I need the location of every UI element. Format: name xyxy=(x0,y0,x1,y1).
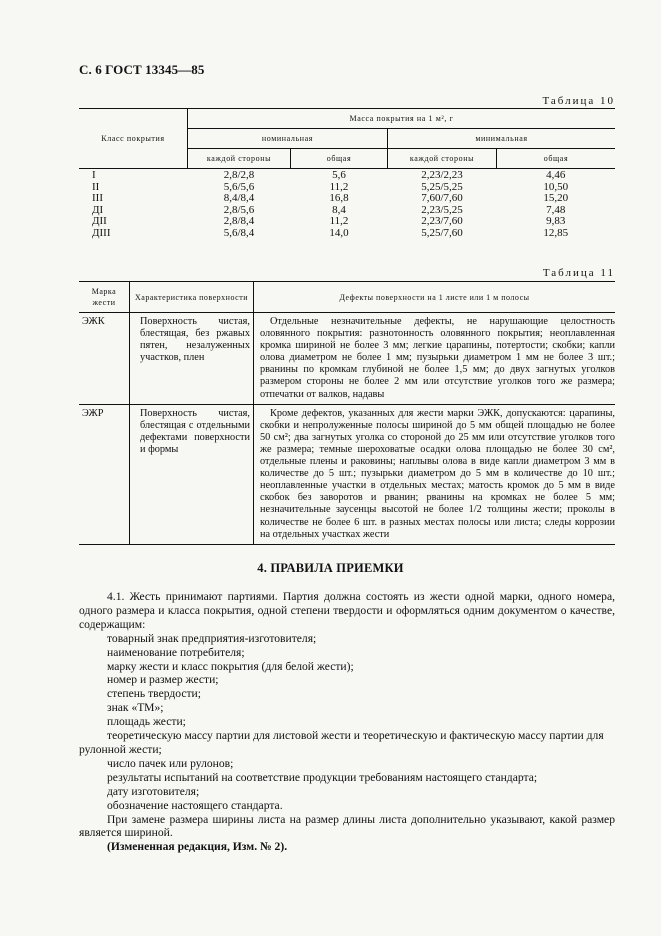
table10-row xyxy=(79,193,615,205)
defects-header: Дефекты поверхности на 1 листе или 1 м полосы xyxy=(254,282,616,313)
list-item: обозначение настоящего стандарта. xyxy=(107,798,283,812)
table10-cell-nom-total: 11,2 xyxy=(329,215,349,228)
table11-row xyxy=(79,313,615,405)
class-header: Класс покрытия xyxy=(79,109,188,169)
table10-cell-nom-each: 2,8/5,6 xyxy=(223,203,255,216)
table10-cell-nom-each: 5,6/8,4 xyxy=(223,226,255,239)
minimal-header: минимальная xyxy=(388,129,616,149)
table10-cell-min-each: 5,25/7,60 xyxy=(421,226,463,239)
table10-caption: Таблица 10 xyxy=(542,95,615,107)
coating-mass-table xyxy=(79,108,615,240)
table11-cell-defects: Отдельные незначительные дефекты, не нарушающие целостность оловянного покрытия: разнотонность оловянного покрытия; неоплавленная кромка шириной не более 3 мм; легкие царапины, потертости; скобки; капли олова диаметром не более 1 мм; пузырьки диаметром 1 мм не более 3 шт.; рванины по кромкам глубиной не более 1,5 мм; до двух загнутых уголков размером стороны не более 2 мм или отсутствие уголков того же размера; отпечатки от валков, надавы xyxy=(254,313,616,405)
edition-note: (Измененная редакция, Изм. № 2). xyxy=(107,840,288,854)
table10-cell-cls: II xyxy=(92,180,100,193)
table10-cell-min-each: 2,23/2,23 xyxy=(421,169,463,181)
table10-cell-min-total: 15,20 xyxy=(543,192,569,205)
list-item: результаты испытаний на соответствие продукции требованиям настоящего стандарта; xyxy=(107,770,538,784)
table11-cell-grade: ЭЖР xyxy=(79,404,130,544)
list-item: марку жести и класс покрытия (для белой жести); xyxy=(107,659,354,673)
table10-cell-cls: I xyxy=(92,169,96,181)
table10-cell-min-total: 4,46 xyxy=(546,169,566,181)
list-item: степень твердости; xyxy=(107,687,201,701)
table10-cell-min-total: 7,48 xyxy=(546,203,566,216)
table10-cell-nom-total: 14,0 xyxy=(329,226,349,239)
char-header: Характеристика поверхности xyxy=(130,282,254,313)
grade-header: Марка жести xyxy=(79,282,130,313)
nom-each-header: каждой стороны xyxy=(188,149,291,169)
table10-cell-nom-each: 2,8/2,8 xyxy=(223,169,255,181)
table10-cell-min-each: 7,60/7,60 xyxy=(421,192,463,205)
table10-cell-nom-total: 8,4 xyxy=(332,203,346,216)
page-header: С. 6 ГОСТ 13345—85 xyxy=(79,62,205,77)
table11-cell-char: Поверхность чистая, блестящая с отдельными дефектами поверхности и формы xyxy=(130,404,254,544)
table10-cell-min-total: 10,50 xyxy=(543,180,569,193)
table11-caption: Таблица 11 xyxy=(542,267,615,279)
document-contents-list xyxy=(79,632,615,813)
table10-cell-nom-total: 11,2 xyxy=(329,180,349,193)
table10-cell-nom-total: 5,6 xyxy=(332,169,346,181)
list-item: наименование потребителя; xyxy=(107,645,245,659)
table10-cell-nom-total: 16,8 xyxy=(329,192,349,205)
table10-cell-min-each: 5,25/5,25 xyxy=(421,180,463,193)
surface-defects-table xyxy=(79,281,615,545)
paragraph-4-1: 4.1. Жесть принимают партиями. Партия должна состоять из жести одной марки, одного номера, одного размера и класса покрытия, одной степени твердости и оформляться одним документом о качестве, содержащим: xyxy=(79,590,615,631)
table10-cell-cls: ДII xyxy=(92,215,107,228)
table10-cell-min-each: 2,23/7,60 xyxy=(421,215,463,228)
nom-total-header: общая xyxy=(291,149,388,169)
list-item: номер и размер жести; xyxy=(107,673,219,687)
table10-row xyxy=(79,169,615,182)
list-item: дату изготовителя; xyxy=(107,784,200,798)
table10-cell-cls: ДIII xyxy=(92,226,111,239)
table10-cell-nom-each: 2,8/8,4 xyxy=(223,215,255,228)
table10-cell-cls: ДI xyxy=(92,203,104,216)
list-item: товарный знак предприятия-изготовителя; xyxy=(107,631,317,645)
width-note: При замене размера ширины листа на размер длины листа дополнительно указывают, какой размер является шириной. xyxy=(79,812,615,840)
table10-cell-min-total: 12,85 xyxy=(543,226,569,239)
list-item: площадь жести; xyxy=(107,715,186,729)
table11-row xyxy=(79,404,615,544)
table10-cell-cls: III xyxy=(92,192,103,205)
table10-row xyxy=(79,228,615,240)
nominal-header: номинальная xyxy=(188,129,388,149)
table10-cell-nom-each: 5,6/5,6 xyxy=(223,180,255,193)
section-title: 4. ПРАВИЛА ПРИЕМКИ xyxy=(257,561,404,575)
table11-cell-char: Поверхность чистая, блестящая, без ржавых пятен, незалуженных участков, плен xyxy=(130,313,254,405)
table10-cell-min-total: 9,83 xyxy=(546,215,566,228)
section-body xyxy=(79,590,615,854)
table10-cell-nom-each: 8,4/8,4 xyxy=(223,192,255,205)
min-total-header: общая xyxy=(497,149,616,169)
list-item: число пачек или рулонов; xyxy=(107,756,234,770)
min-each-header: каждой стороны xyxy=(388,149,497,169)
list-item: теоретическую массу партии для листовой жести и теоретическую и фактическую массу партии для рулонной жести; xyxy=(79,729,604,756)
table11-cell-defects: Кроме дефектов, указанных для жести марки ЭЖК, допускаются: царапины, скобки и непролуженные полосы шириной до 5 мм общей площадью не более 50 см²; два загнутых уголка со стороной до 25 мм или отсутствие уголков того же размера; темные шероховатые осадки олова площадью не более 30 см², отдельные плены и раковины; наплывы олова в виде капли диаметром 3 мм в количестве до 5 шт.; пузырьки диаметром до 5 мм в количестве до 10 шт.; неоплавленные участки в отдельных местах; матость кромок до 5 мм в виде скобок без заворотов и рванин; рванины на кромках не более 5 мм; незначительные заусенцы высотой не более 1/2 толщины жести; проколы в количестве не более 6 шт. в разных местах полосы или листа; следы коррозии на отдельных участках жести xyxy=(254,404,616,544)
list-item: знак «ТМ»; xyxy=(107,701,164,715)
table10-cell-min-each: 2,23/5,25 xyxy=(421,203,463,216)
table11-cell-grade: ЭЖК xyxy=(79,313,130,405)
mass-header: Масса покрытия на 1 м², г xyxy=(188,109,616,129)
